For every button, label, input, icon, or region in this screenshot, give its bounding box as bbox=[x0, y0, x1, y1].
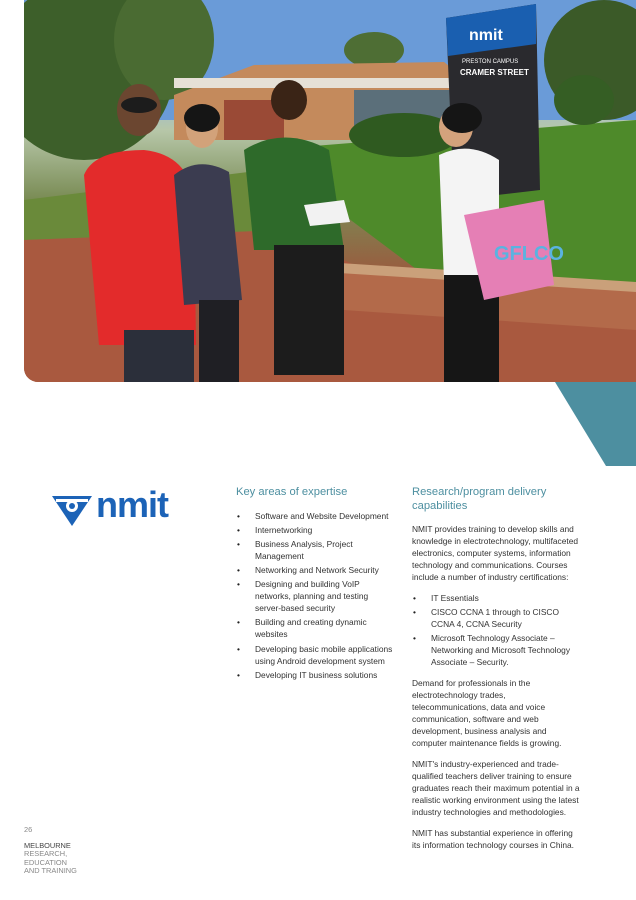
expertise-list bbox=[236, 510, 396, 681]
list-item: • Designing and building VoIP networks, planning and testing server-based security bbox=[236, 578, 396, 614]
research-paragraph: NMIT has substantial experience in offering its information technology courses in China. bbox=[412, 828, 574, 851]
nmit-logo bbox=[52, 486, 197, 528]
page-number: 26 bbox=[24, 825, 33, 834]
list-item: • Internetworking bbox=[236, 524, 396, 536]
footer-line: AND TRAINING bbox=[24, 866, 77, 876]
list-item: • Networking and Network Security bbox=[236, 564, 396, 576]
certification-list bbox=[412, 592, 582, 668]
research-section bbox=[412, 486, 582, 860]
list-item: • CISCO CCNA 1 through to CISCO CCNA 4, CCNA Security bbox=[412, 606, 582, 630]
expertise-heading: Key areas of expertise bbox=[236, 486, 348, 498]
list-item: • Microsoft Technology Associate – Networking and Microsoft Technology Associate – Security. bbox=[412, 632, 582, 668]
sign-street: CRAMER STREET bbox=[460, 68, 529, 77]
research-heading: Research/program delivery capabilities bbox=[412, 486, 547, 512]
list-item: • Building and creating dynamic websites bbox=[236, 616, 396, 640]
list-item: • IT Essentials bbox=[412, 592, 582, 604]
page-footer bbox=[24, 826, 77, 876]
expertise-section bbox=[236, 486, 396, 683]
list-item: • Business Analysis, Project Management bbox=[236, 538, 396, 562]
research-paragraph: NMIT's industry-experienced and trade-qualified teachers deliver training to ensure graduates reach their maximum potential in a realistic working environment using the latest industry technologies and methodologies. bbox=[412, 759, 580, 818]
tote-bag-letters: GFLCO bbox=[494, 243, 564, 265]
research-intro: NMIT provides training to develop skills and knowledge in electrotechnology, multifaceted electronics, computer systems, information technology and communications. Courses include a number of industry certifications: bbox=[412, 524, 579, 582]
logo-text: nmit bbox=[96, 486, 168, 525]
research-paragraph: Demand for professionals in the electrotechnology trades, telecommunications, data and voice communication, software and web development, business analysis and computer maintenance fields is growing. bbox=[412, 678, 562, 749]
sign-logo: nmit bbox=[469, 27, 503, 44]
footer-brand: MELBOURNE bbox=[24, 840, 71, 850]
list-item: • Developing IT business solutions bbox=[236, 669, 396, 681]
footer-line: EDUCATION bbox=[24, 857, 67, 867]
sign-campus: PRESTON CAMPUS bbox=[462, 59, 519, 65]
list-item: • Software and Website Development bbox=[236, 510, 396, 522]
list-item: • Developing basic mobile applications using Android development system bbox=[236, 643, 396, 667]
footer-line: RESEARCH, bbox=[24, 849, 68, 859]
